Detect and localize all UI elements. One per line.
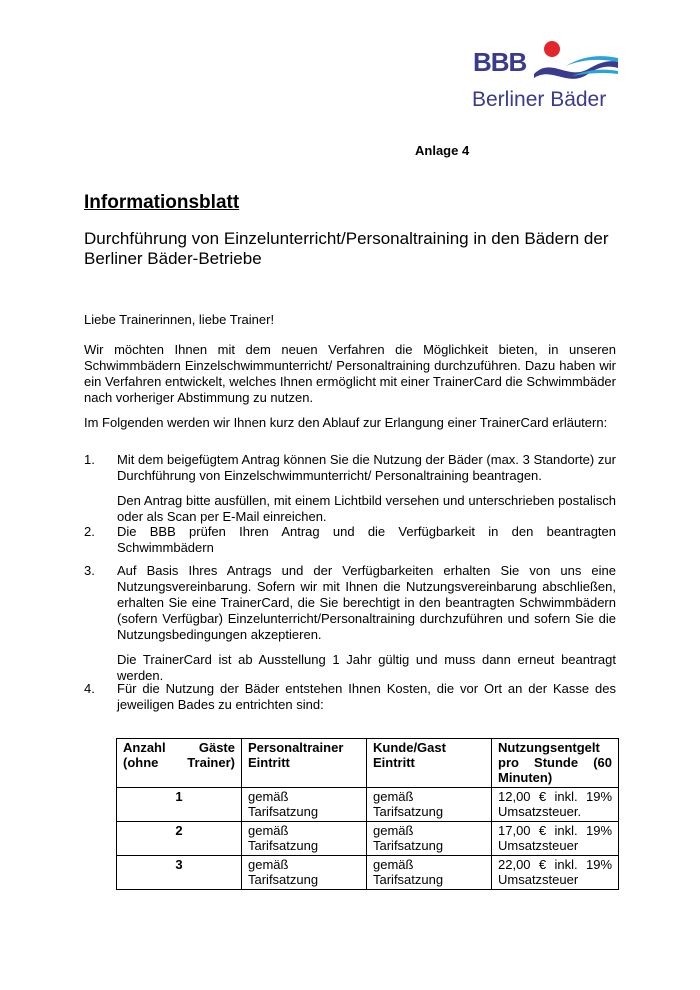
logo-name: Berliner Bäder (472, 88, 607, 111)
header-guests: Anzahl Gäste (ohne Trainer) (117, 739, 242, 788)
list-item (84, 681, 616, 713)
cell-usage-fee: 12,00 € inkl. 19% Umsatzsteuer. (492, 788, 619, 822)
logo-short: BBB (473, 47, 527, 77)
logo (468, 38, 628, 114)
list-item (84, 563, 616, 684)
lead-paragraph: Im Folgenden werden wir Ihnen kurz den Ablauf zur Erlangung einer TrainerCard erläutern: (84, 415, 608, 430)
list-number: 2. (84, 524, 95, 539)
list-extra: Den Antrag bitte ausfüllen, mit einem Lichtbild versehen und unterschrieben postalisch oder als Scan per E-Mail einreichen. (117, 493, 616, 524)
logo-red-dot (544, 41, 560, 57)
cell-trainer-entry: gemäß Tarifsatzung (242, 788, 367, 822)
list-number: 1. (84, 452, 95, 467)
table-row (117, 788, 619, 822)
cell-guests: 1 (117, 788, 242, 822)
annex-label: Anlage 4 (415, 143, 470, 158)
cell-trainer-entry: gemäß Tarifsatzung (242, 856, 367, 890)
table-header-row (117, 739, 619, 788)
header-trainer-entry: Personaltrainer Eintritt (242, 739, 367, 788)
list-number: 4. (84, 681, 95, 696)
list-text: Die BBB prüfen Ihren Antrag und die Verfügbarkeit in den beantragten Schwimmbädern (117, 524, 616, 555)
header-usage-fee: Nutzungsentgelt pro Stunde (60 Minuten) (492, 739, 619, 788)
cell-guest-entry: gemäß Tarifsatzung (367, 856, 492, 890)
cell-guest-entry: gemäß Tarifsatzung (367, 822, 492, 856)
cell-guests: 3 (117, 856, 242, 890)
page-title: Informationsblatt (84, 192, 240, 213)
cell-usage-fee: 17,00 € inkl. 19% Umsatzsteuer (492, 822, 619, 856)
list-item (84, 524, 616, 556)
list-item (84, 452, 616, 525)
greeting: Liebe Trainerinnen, liebe Trainer! (84, 312, 275, 327)
page-subtitle: Durchführung von Einzelunterricht/Personaltraining in den Bädern der Berliner Bäder-Betriebe (84, 229, 609, 268)
table-row (117, 856, 619, 890)
cell-usage-fee: 22,00 € inkl. 19% Umsatzsteuer (492, 856, 619, 890)
list-number: 3. (84, 563, 95, 578)
intro-paragraph: Wir möchten Ihnen mit dem neuen Verfahren die Möglichkeit bieten, in unseren Schwimmbädern Einzelschwimmunterricht/ Personaltraining durchzuführen. Dazu haben wir ein Verfahren entwickelt, welches Ihnen ermöglicht mit einer TrainerCard die Schwimmbäder nach vorheriger Abstimmung zu nutzen. (84, 342, 616, 405)
list-text: Auf Basis Ihres Antrags und der Verfügbarkeiten erhalten Sie von uns eine Nutzungsvereinbarung. Sofern wir mit Ihnen die Nutzungsvereinbarung abschließen, erhalten Sie eine TrainerCard, die Sie berechtigt in den beantragten Schwimmbädern (sofern Verfügbar) Einzelunterricht/Personaltraining durchzuführen und sofern Sie die Nutzungsbedingungen akzeptieren. (117, 563, 616, 642)
cell-guests: 2 (117, 822, 242, 856)
table-row (117, 822, 619, 856)
header-guest-entry: Kunde/Gast Eintritt (367, 739, 492, 788)
list-text: Für die Nutzung der Bäder entstehen Ihnen Kosten, die vor Ort an der Kasse des jeweiligen Bades zu entrichten sind: (117, 681, 616, 712)
fee-table (116, 738, 619, 890)
cell-trainer-entry: gemäß Tarifsatzung (242, 822, 367, 856)
list-extra: Die TrainerCard ist ab Ausstellung 1 Jahr gültig und muss dann erneut beantragt werden. (117, 652, 616, 683)
list-text: Mit dem beigefügtem Antrag können Sie die Nutzung der Bäder (max. 3 Standorte) zur Durchführung von Einzelschwimmunterricht/ Personaltraining beantragen. (117, 452, 616, 483)
cell-guest-entry: gemäß Tarifsatzung (367, 788, 492, 822)
